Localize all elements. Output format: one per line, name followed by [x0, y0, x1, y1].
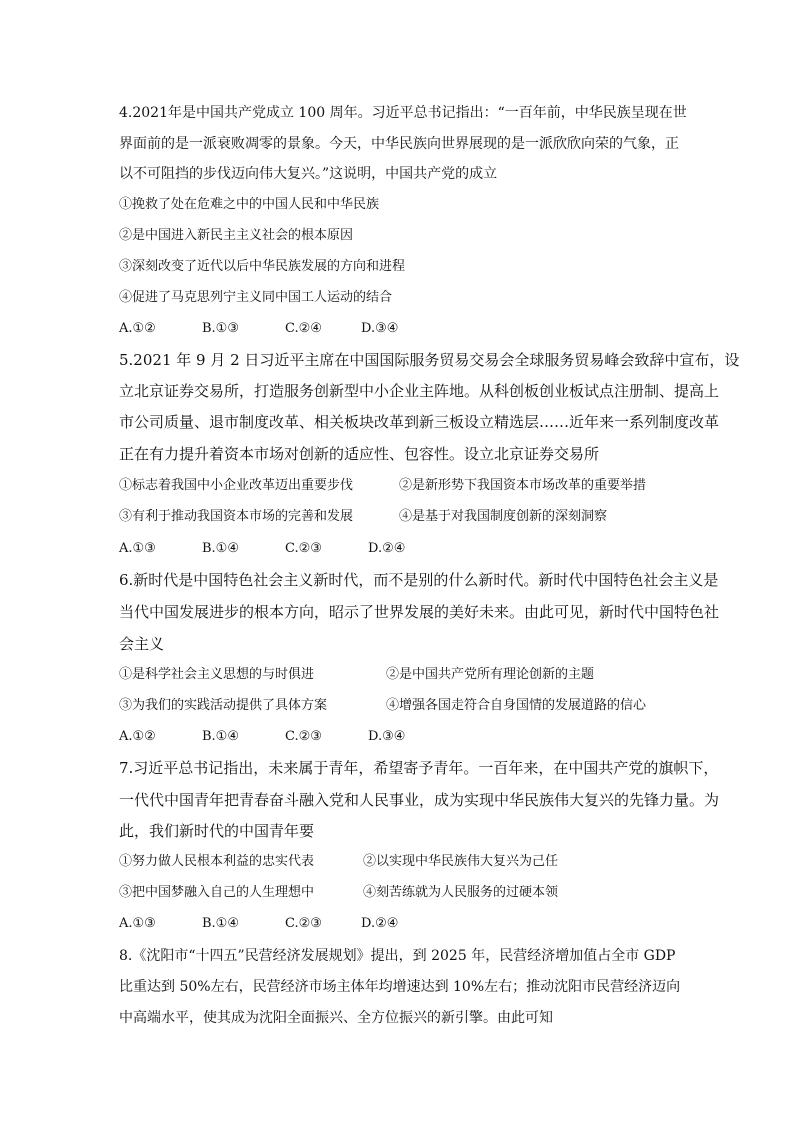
q5-answer-a: A.①③	[119, 541, 156, 556]
q6-stem-line-3: 会主义	[119, 635, 165, 653]
q4-stem-line-2: 界面前的是一派衰败凋零的景象。今天，中华民族向世界展现的是一派欣欣向荣的气象，正	[119, 136, 679, 152]
q4-answer-a: A.①②	[119, 321, 156, 336]
q8-stem-line-3: 中高端水平，使其成为沈阳全面振兴、全方位振兴的新引擎。由此可知	[119, 1010, 553, 1026]
q5-answer-c: C.②③	[285, 541, 322, 556]
q7-stem-line-2: 一代代中国青年把青春奋斗融入党和人民事业，成为实现中华民族伟大复兴的先锋力量。为	[119, 791, 720, 809]
q7-statement-4: ④刻苦练就为人民服务的过硬本领	[363, 885, 559, 900]
q4-statement-4: ④促进了马克思列宁主义同中国工人运动的结合	[119, 290, 393, 305]
q4-answer-c: C.②④	[285, 321, 322, 336]
q5-answer-d: D.②④	[368, 541, 406, 556]
q6-answer-a: A.①②	[119, 729, 156, 744]
q5-statement-2: ②是新形势下我国资本市场改革的重要举措	[399, 478, 647, 493]
q5-statement-3: ③有利于推动我国资本市场的完善和发展	[119, 509, 354, 524]
q6-statement-1: ①是科学社会主义思想的与时俱进	[119, 667, 315, 682]
q4-statement-2: ②是中国进入新民主主义社会的根本原因	[119, 228, 354, 243]
q4-statement-3: ③深刻改变了近代以后中华民族发展的方向和进程	[119, 259, 406, 274]
q5-stem-line-2: 立北京证券交易所，打造服务创新型中小企业主阵地。从科创板创业板试点注册制、提高上	[119, 382, 720, 400]
q5-statement-4: ④是基于对我国制度创新的深刻洞察	[399, 509, 608, 524]
q4-stem-line-1: 4.2021年是中国共产党成立 100 周年。习近平总书记指出：“一百年前，中华民族呈现在世	[119, 105, 687, 121]
q6-statement-3: ③为我们的实践活动提供了具体方案	[119, 698, 328, 713]
q5-statement-1: ①标志着我国中小企业改革迈出重要步伐	[119, 478, 354, 493]
q5-answer-b: B.①④	[202, 541, 239, 556]
q4-stem-line-3: 以不可阻挡的步伐迈向伟大复兴。”这说明，中国共产党的成立	[119, 166, 498, 182]
q4-statement-1: ①挽救了处在危难之中的中国人民和中华民族	[119, 197, 380, 212]
q6-answer-c: C.②③	[285, 729, 322, 744]
q8-stem-line-2: 比重达到 50%左右，民营经济市场主体年均增速达到 10%左右；推动沈阳市民营经济迈向	[119, 979, 681, 995]
q7-answer-b: B.①④	[202, 916, 239, 931]
q6-answer-b: B.①④	[202, 729, 239, 744]
q7-stem-line-3: 此，我们新时代的中国青年要	[119, 822, 315, 840]
q6-stem-line-2: 当代中国发展进步的根本方向，昭示了世界发展的美好未来。由此可见，新时代中国特色社	[119, 603, 720, 621]
q7-answer-a: A.①③	[119, 916, 156, 931]
q4-answer-b: B.①③	[202, 321, 239, 336]
q7-statement-3: ③把中国梦融入自己的人生理想中	[119, 885, 315, 900]
q6-statement-2: ②是中国共产党所有理论创新的主题	[386, 667, 595, 682]
q7-statement-1: ①努力做人民根本利益的忠实代表	[119, 854, 315, 869]
q7-answer-c: C.②③	[285, 916, 322, 931]
q6-statement-4: ④增强各国走符合自身国情的发展道路的信心	[386, 698, 647, 713]
q5-stem-line-3: 市公司质量、退市制度改革、相关板块改革到新三板设立精选层……近年来一系列制度改革	[119, 413, 720, 431]
q4-answer-d: D.③④	[361, 321, 399, 336]
q6-answer-d: D.③④	[368, 729, 406, 744]
q7-statement-2: ②以实现中华民族伟大复兴为己任	[363, 854, 559, 869]
q8-stem-line-1: 8.《沈阳市“十四五”民营经济发展规划》提出，到 2025 年，民营经济增加值占全市 GDP	[119, 948, 676, 964]
q7-answer-d: D.②④	[361, 916, 399, 931]
q5-stem-line-4: 正在有力提升着资本市场对创新的适应性、包容性。设立北京证券交易所	[119, 445, 600, 463]
q6-stem-line-1: 6.新时代是中国特色社会主义新时代，而不是别的什么新时代。新时代中国特色社会主义是	[119, 571, 719, 589]
q7-stem-line-1: 7.习近平总书记指出，未来属于青年，希望寄予青年。一百年来，在中国共产党的旗帜下，	[119, 759, 719, 777]
q5-stem-line-1: 5.2021 年 9 月 2 日习近平主席在中国国际服务贸易交易会全球服务贸易峰会致辞中宣布，设	[119, 351, 740, 369]
